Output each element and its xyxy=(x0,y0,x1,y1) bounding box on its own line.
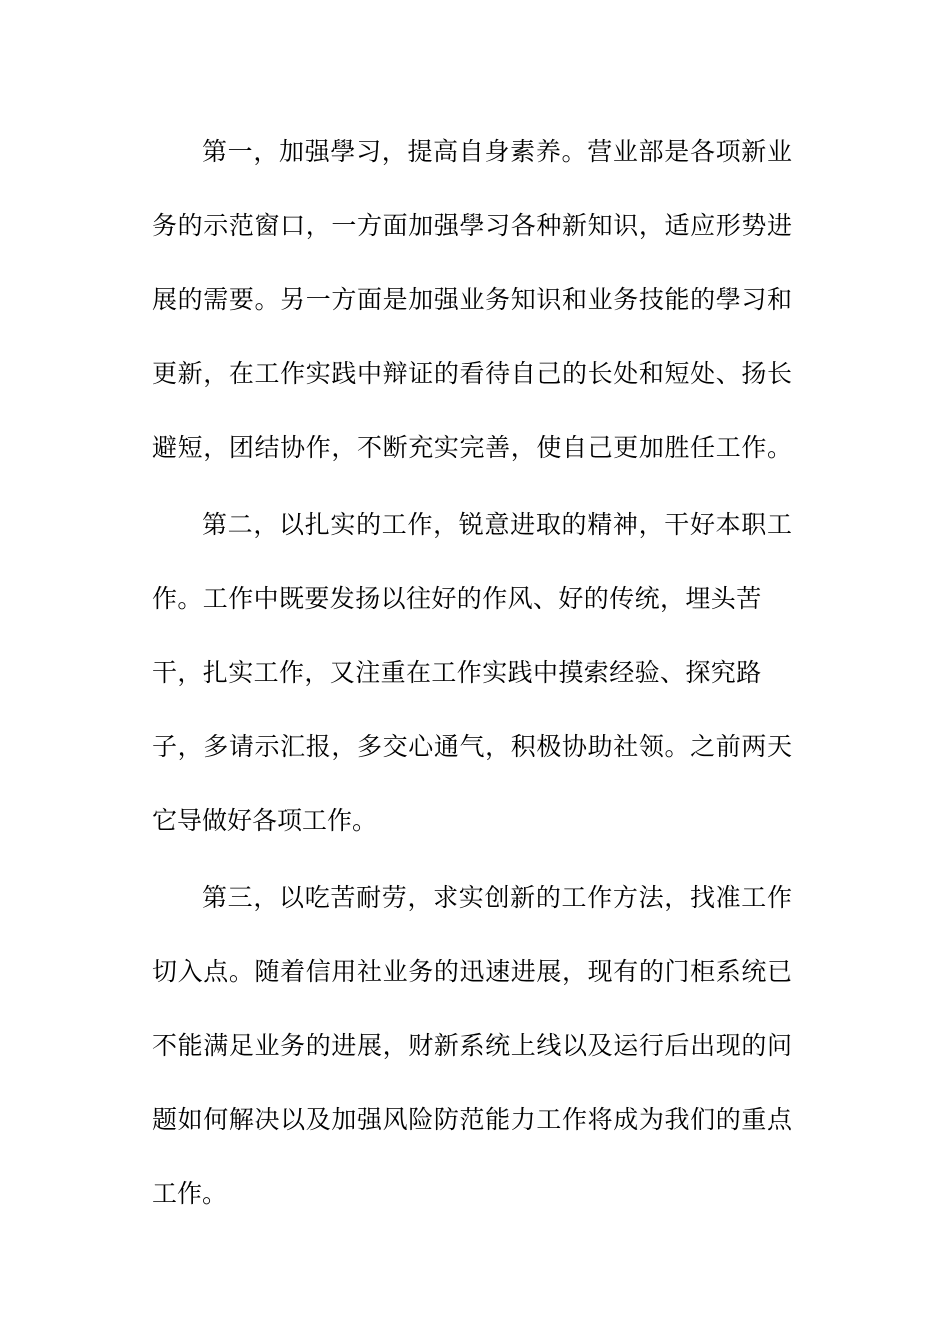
paragraph-2-line-5: 它导做好各项工作。 xyxy=(152,806,378,835)
paragraph-1-line-3: 展的需要。另一方面是加强业务知识和业务技能的學习和 xyxy=(152,285,792,314)
paragraph-2-line-1: 第二，以扎实的工作，锐意进取的精神，干好本职工 xyxy=(202,510,792,539)
paragraph-1-line-1: 第一，加强學习，提高自身素养。营业部是各项新业 xyxy=(202,137,792,166)
paragraph-1-line-4: 更新，在工作实践中辩证的看待自己的长处和短处、扬长 xyxy=(152,359,792,388)
paragraph-1-line-2: 务的示范窗口，一方面加强學习各种新知识，适应形势进 xyxy=(152,211,792,240)
paragraph-2-line-2: 作。工作中既要发扬以往好的作风、好的传统，埋头苦 xyxy=(152,584,762,613)
paragraph-2-line-4: 子，多请示汇报，多交心通气，积极协助社领。之前两天 xyxy=(152,732,792,761)
paragraph-3-line-5: 工作。 xyxy=(152,1179,228,1208)
paragraph-3-line-2: 切入点。随着信用社业务的迅速进展，现有的门柜系统已 xyxy=(152,957,792,986)
paragraph-1-line-5: 避短，团结协作，不断充实完善，使自己更加胜任工作。 xyxy=(152,433,792,462)
paragraph-2-line-3: 干，扎实工作，又注重在工作实践中摸索经验、探究路 xyxy=(152,658,762,687)
paragraph-3-line-1: 第三，以吃苦耐劳，求实创新的工作方法，找准工作 xyxy=(202,883,792,912)
paragraph-3-line-4: 题如何解决以及加强风险防范能力工作将成为我们的重点 xyxy=(152,1105,792,1134)
paragraph-3-line-3: 不能满足业务的进展，财新系统上线以及运行后出现的问 xyxy=(152,1031,792,1060)
